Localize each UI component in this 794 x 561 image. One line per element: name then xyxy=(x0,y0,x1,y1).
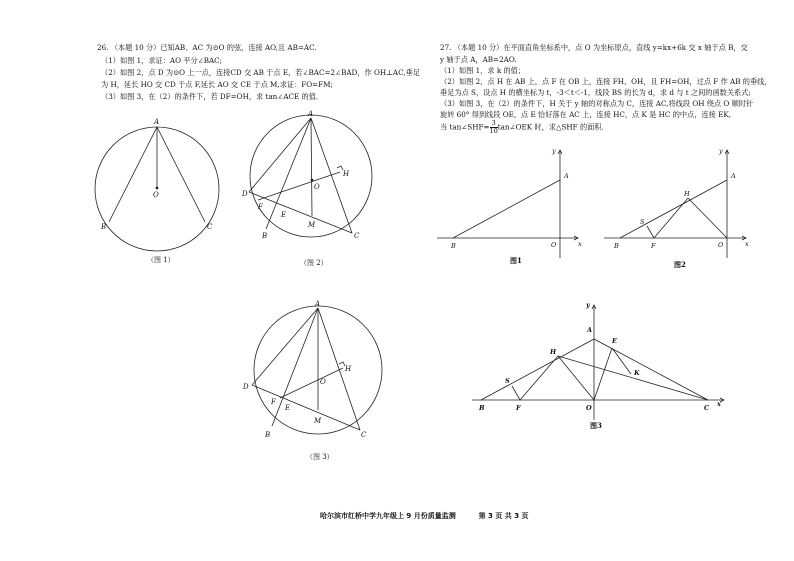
q27-part4-suffix: tan∠OEK 时，求△SHF 的面积. xyxy=(497,122,604,132)
label-e: E xyxy=(612,337,617,345)
caption-figure-1: （图 1） xyxy=(147,256,175,264)
q27-part1: （1）如图 1，求 k 的值； xyxy=(440,66,526,75)
label-o: O xyxy=(153,191,159,199)
caption-figure-3: （图 3） xyxy=(306,453,334,461)
chord-ab xyxy=(272,308,318,426)
q27-caption-figure-1: 图1 xyxy=(510,256,522,265)
label-a: A xyxy=(731,172,736,180)
footer-page-number: 第 3 页 共 3 页 xyxy=(478,512,529,520)
label-a: A xyxy=(154,118,160,126)
chord-ab xyxy=(109,127,157,222)
label-f: F xyxy=(258,203,263,211)
label-e: E xyxy=(285,404,291,412)
label-h: H xyxy=(345,365,352,373)
q27-part4-prefix: 当 tan∠SHF= xyxy=(440,122,490,132)
label-c: C xyxy=(361,431,367,439)
q27-caption-figure-3: 图3 xyxy=(590,421,602,430)
label-f: F xyxy=(271,398,276,406)
line-ab xyxy=(453,180,560,238)
segment-ho xyxy=(688,198,727,238)
segment-hf xyxy=(258,172,340,200)
q26-part1: （1）如图 1，求证：AO 平分∠BAC; xyxy=(101,56,223,65)
chord-ad xyxy=(252,308,318,385)
label-x: x xyxy=(578,240,582,248)
center-dot xyxy=(311,179,313,181)
label-h: H xyxy=(684,190,690,198)
fraction-numerator: 3 xyxy=(490,120,498,128)
q27-part3-line1: （3）如图 3，在（2）的条件下，H 关于 y 轴的对称点为 C，连接 AC,将线段 OH 绕点 O 顺时针 xyxy=(440,99,754,108)
segment-hc xyxy=(558,356,708,400)
label-a: A xyxy=(564,172,569,180)
caption-figure-2: （图 2） xyxy=(300,259,328,267)
q27-figure-1 xyxy=(437,147,582,258)
label-y: y xyxy=(586,301,590,309)
fraction-denominator: 10 xyxy=(489,127,498,135)
figure-1 xyxy=(95,118,219,251)
q27-figure-3 xyxy=(472,301,724,420)
segment-hf xyxy=(280,368,343,398)
label-b: B xyxy=(265,431,271,439)
q26-part3: （3）如图 3，在（2）的条件下，若 DF=OH，求 tan∠ACE 的值. xyxy=(101,92,319,101)
q27-title-line2: y 轴于点 A，AB=2AO. xyxy=(440,55,517,64)
segment-fs xyxy=(647,226,654,238)
label-y: y xyxy=(552,147,556,155)
label-d: D xyxy=(243,383,249,391)
label-h: H xyxy=(343,170,350,178)
q27-part2-line1: （2）如图 2，点 H 在 AB 上，点 F 在 OB 上，连接 FH、OH，且 FH=OH，过点 F 作 AB 的垂线， xyxy=(440,77,772,86)
label-x: x xyxy=(717,400,721,408)
q27-title: 27. （本题 10 分）在平面直角坐标系中，点 O 为坐标原点，直线 y=kx+6k 交 x 轴于点 B，交 xyxy=(440,43,748,52)
page-footer xyxy=(320,511,529,521)
q26-part2-line1: （2）如图 2，点 D 为⊙O 上一点，连接CD 交 AB 于点 E，若∠BAC=2∠BAD，作 OH⊥AC,垂足 xyxy=(101,68,420,77)
figure-2 xyxy=(241,110,372,240)
label-b: B xyxy=(614,242,619,250)
segment-ho xyxy=(558,356,594,400)
label-c: C xyxy=(354,232,360,240)
segment-ek xyxy=(612,348,631,374)
chord-ac xyxy=(318,308,360,430)
segment-fh xyxy=(654,198,688,238)
label-b: B xyxy=(451,242,456,250)
line-ac xyxy=(594,339,708,400)
label-k: K xyxy=(634,369,640,377)
chord-dc xyxy=(252,385,360,430)
label-o: O xyxy=(586,404,592,412)
q27-caption-figure-2: 图2 xyxy=(674,260,686,269)
label-b: B xyxy=(101,223,107,231)
figure-3 xyxy=(242,300,382,439)
label-f: F xyxy=(516,404,521,412)
label-o: O xyxy=(718,241,724,249)
q27-part2-line2: 垂足为点 S，设点 H 的横坐标为 t，-3＜t＜-1，线段 BS 的长为 d，求 d 与 t 之间的函数关系式; xyxy=(440,88,751,97)
line-ab xyxy=(481,339,594,400)
label-s: S xyxy=(505,377,510,385)
label-f: F xyxy=(651,242,656,250)
chord-ab xyxy=(266,118,311,229)
segment-fh xyxy=(520,356,558,400)
label-e: E xyxy=(281,211,287,219)
label-a: A xyxy=(315,300,321,308)
q26-title: 26. （本题 10 分）已知AB、AC 为⊙O 的弦，连接 AO,且 AB=AC. xyxy=(97,43,317,52)
q27-part3-line2: 旋转 60° 得到线段 OE，点 E 恰好落在 AC 上，连接 HC，点 K 是 HC 的中点，连接 EK, xyxy=(440,110,732,119)
segment-fs xyxy=(512,386,520,400)
label-o: O xyxy=(551,241,557,249)
center-dot xyxy=(156,187,158,189)
label-y: y xyxy=(719,147,723,155)
q27-figure-2 xyxy=(604,147,749,258)
segment-am xyxy=(311,118,312,216)
chord-ad xyxy=(249,118,311,192)
label-o: O xyxy=(320,378,326,386)
label-c: C xyxy=(704,404,710,412)
label-o: O xyxy=(314,183,320,191)
label-s: S xyxy=(640,218,645,226)
label-d: D xyxy=(242,190,248,198)
label-b: B xyxy=(262,232,268,240)
line-ab xyxy=(620,180,727,238)
label-c: C xyxy=(207,223,213,231)
label-a: A xyxy=(587,326,593,334)
label-b: B xyxy=(479,404,485,412)
label-a: A xyxy=(308,110,314,118)
label-m: M xyxy=(314,417,322,425)
footer-school: 哈尔滨市红桥中学九年级上 9 月份质量监测 xyxy=(320,512,456,520)
chord-ac xyxy=(157,127,205,222)
q26-part2-line2: 为 H，延长 HO 交 CD 于点 F,延长 AO 交 CE 于点 M,求证：FO=FM; xyxy=(101,80,333,89)
segment-oe xyxy=(594,348,612,400)
label-m: M xyxy=(308,221,316,229)
label-x: x xyxy=(745,240,749,248)
label-h: H xyxy=(550,348,557,356)
